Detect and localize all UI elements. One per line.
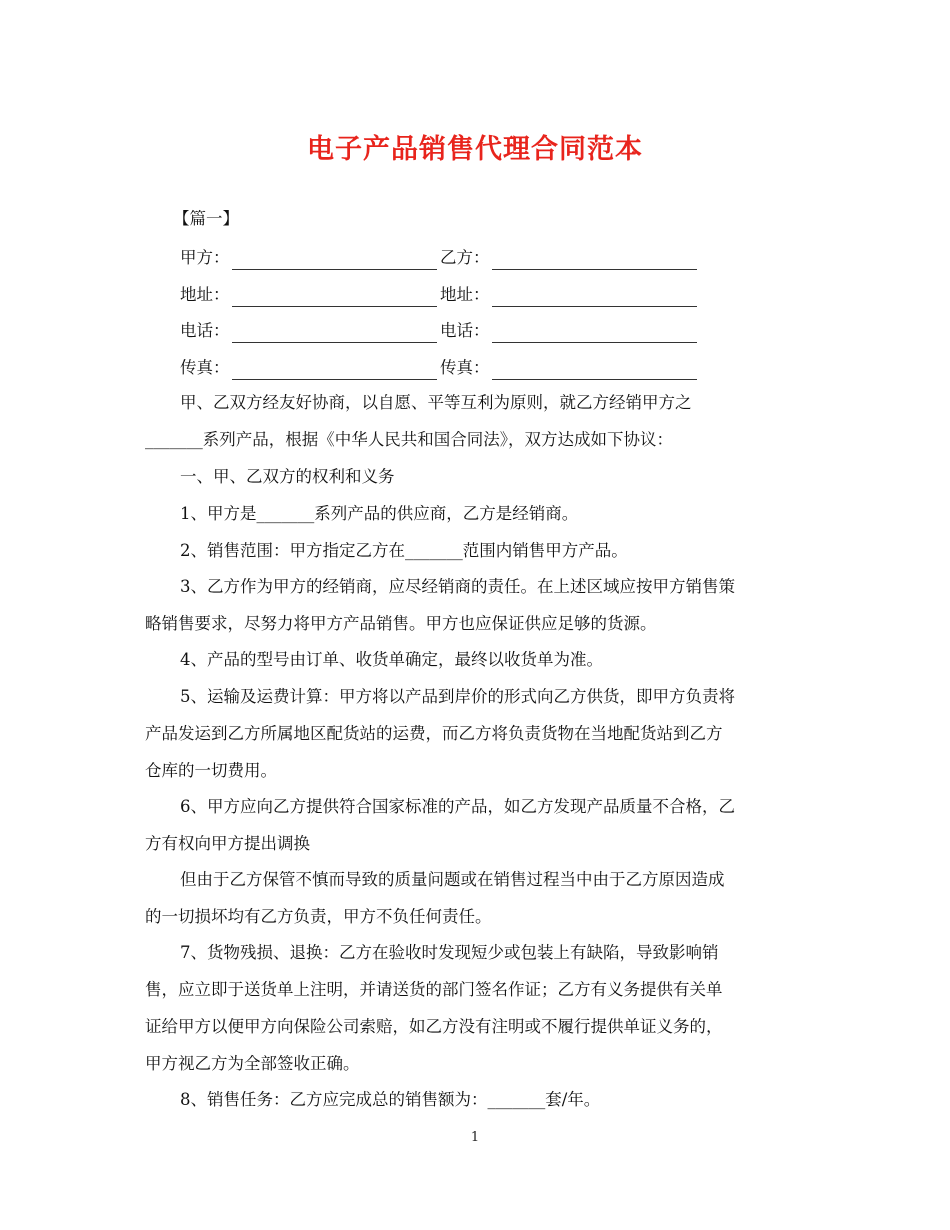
party-b-address-blank [492, 288, 697, 307]
clause-5 [145, 678, 813, 789]
party-a-fax-label: 传真： [180, 358, 230, 377]
party-b-fax-blank [492, 361, 697, 380]
paragraph-line: 1、甲方是_______系列产品的供应商，乙方是经销商。 [180, 504, 579, 523]
paragraph-line: _______系列产品，根据《中华人民共和国合同法》，双方达成如下协议： [145, 430, 673, 449]
heading-rights-obligations [145, 458, 813, 495]
paragraph-line: 2、销售范围：甲方指定乙方在_______范围内销售甲方产品。 [180, 541, 628, 560]
clause-8 [145, 1081, 813, 1118]
paragraph-line: 售，应立即于送货单上注明，并请送货的部门签名作证；乙方有义务提供有关单 [145, 980, 723, 999]
party-b-phone-label: 电话： [440, 321, 490, 340]
party-a-address-blank [232, 288, 437, 307]
party-b-name-label: 乙方： [440, 248, 490, 267]
party-b-name-blank [492, 251, 697, 270]
paragraph-line: 3、乙方作为甲方的经销商，应尽经销商的责任。在上述区域应按甲方销售策 [180, 577, 735, 596]
clause-3 [145, 568, 813, 642]
party-a-phone-blank [232, 324, 437, 343]
party-b-fax-label: 传真： [440, 358, 490, 377]
party-a-fax-blank [232, 361, 437, 380]
paragraph-line: 证给甲方以便甲方向保险公司索赔，如乙方没有注明或不履行提供单证义务的， [145, 1017, 723, 1036]
clause-7 [145, 934, 813, 1082]
party-b-address-label: 地址： [440, 285, 490, 304]
party-row-fax [180, 356, 820, 380]
paragraph-line: 7、货物残损、退换：乙方在验收时发现短少或包装上有缺陷，导致影响销 [180, 943, 719, 962]
party-a-phone-label: 电话： [180, 321, 230, 340]
party-a-name-blank [232, 251, 437, 270]
clause-1 [145, 495, 813, 532]
page-number: 1 [470, 1130, 480, 1145]
paragraph-line: 仓库的一切费用。 [145, 761, 277, 780]
paragraph-line: 甲方视乙方为全部签收正确。 [145, 1054, 360, 1073]
party-row-address [180, 283, 820, 307]
party-a-name-label: 甲方： [180, 248, 230, 267]
paragraph-line: 6、甲方应向乙方提供符合国家标准的产品，如乙方发现产品质量不合格，乙 [180, 797, 735, 816]
paragraph-line: 的一切损坏均有乙方负责，甲方不负任何责任。 [145, 907, 492, 926]
paragraph-line: 一、甲、乙双方的权利和义务 [180, 467, 395, 486]
clause-2 [145, 532, 813, 569]
paragraph-line: 甲、乙双方经友好协商，以自愿、平等互利为原则，就乙方经销甲方之 [180, 393, 692, 412]
paragraph-line: 8、销售任务：乙方应完成总的销售额为：_______套/年。 [180, 1090, 601, 1109]
clause-6 [145, 788, 813, 862]
section-label: 【篇一】 [173, 209, 239, 228]
party-a-address-label: 地址： [180, 285, 230, 304]
document-title: 电子产品销售代理合同范本 [307, 134, 643, 165]
clause-4 [145, 641, 813, 678]
paragraph-preamble [145, 384, 813, 458]
clause-6-continued [145, 861, 813, 935]
paragraph-line: 略销售要求，尽努力将甲方产品销售。甲方也应保证供应足够的货源。 [145, 614, 657, 633]
paragraph-line: 4、产品的型号由订单、收货单确定，最终以收货单为准。 [180, 650, 603, 669]
paragraph-line: 产品发运到乙方所属地区配货站的运费，而乙方将负责货物在当地配货站到乙方 [145, 724, 723, 743]
paragraph-line: 5、运输及运费计算：甲方将以产品到岸价的形式向乙方供货，即甲方负责将 [180, 687, 735, 706]
paragraph-line: 方有权向甲方提出调换 [145, 834, 310, 853]
party-row-name [180, 246, 820, 270]
paragraph-line: 但由于乙方保管不慎而导致的质量问题或在销售过程当中由于乙方原因造成 [180, 870, 725, 889]
party-b-phone-blank [492, 324, 697, 343]
party-row-phone [180, 319, 820, 343]
